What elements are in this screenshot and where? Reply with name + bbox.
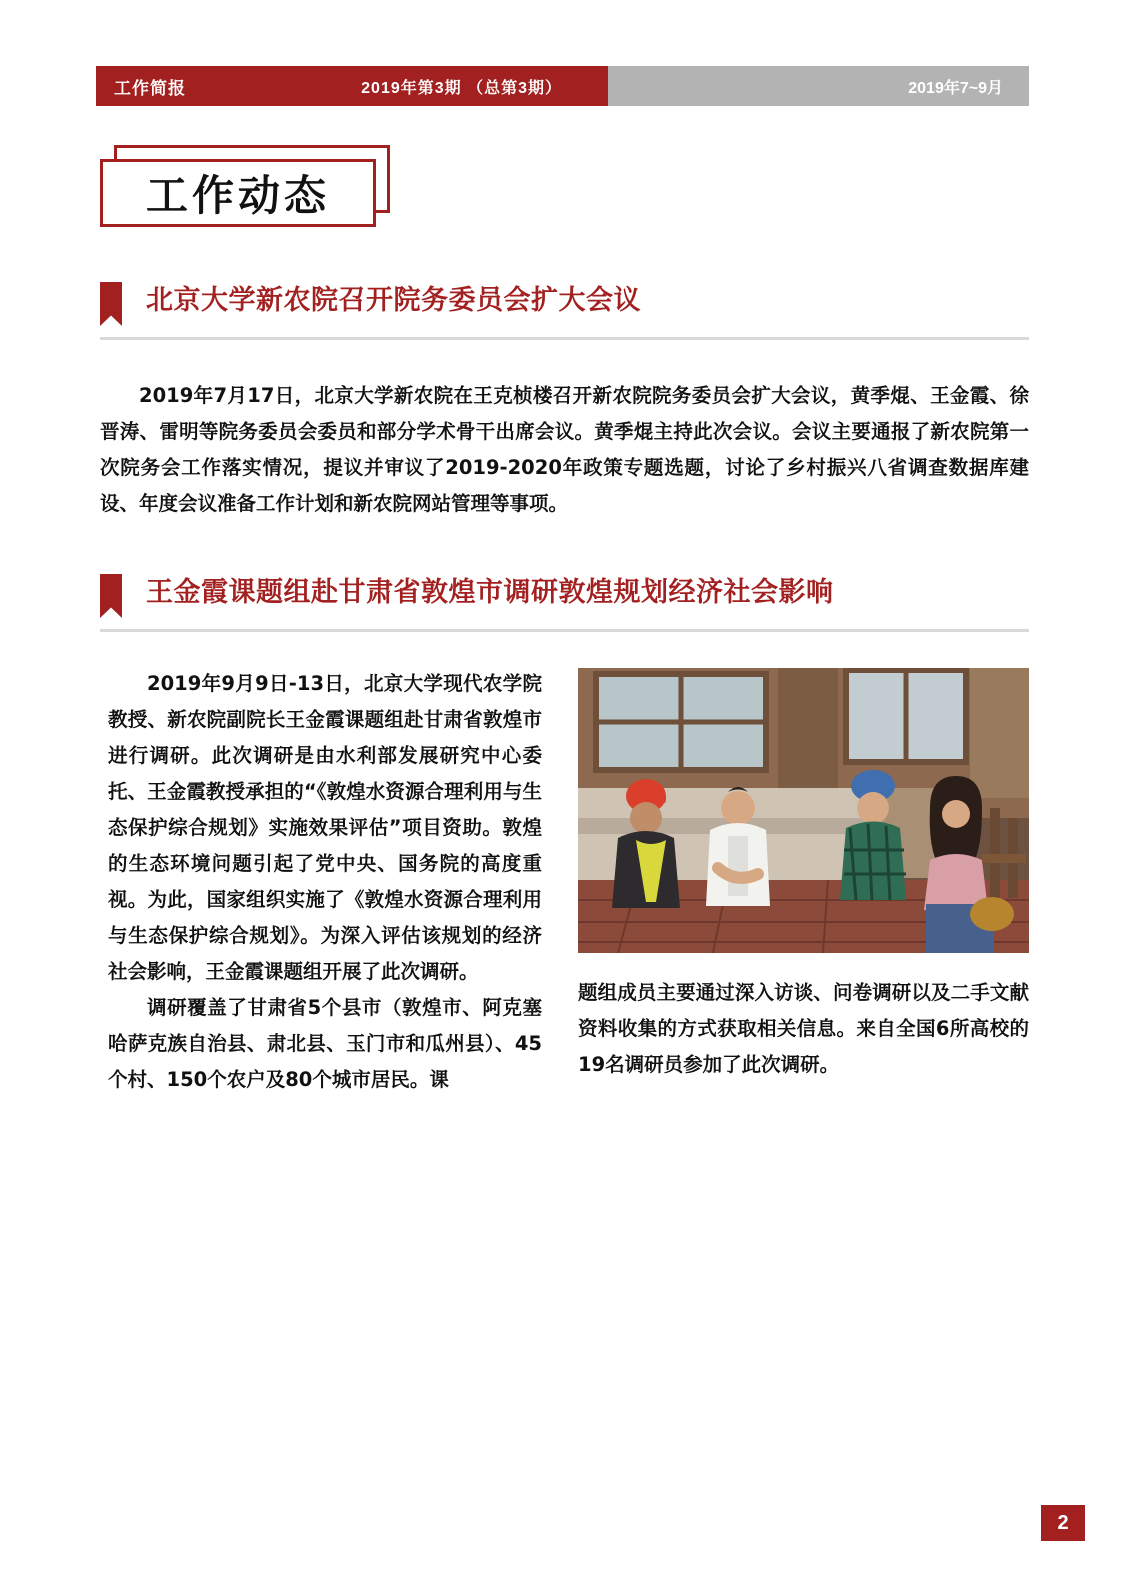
section-banner (100, 145, 390, 227)
bulletin-title: 工作简报 (114, 78, 186, 98)
article-2-title: 王金霞课题组赴甘肃省敦煌市调研敦煌规划经济社会影响 (146, 577, 834, 608)
header-left-band (96, 66, 608, 106)
article-heading-2 (100, 570, 1029, 632)
page-header (96, 66, 1029, 106)
article-2-paragraph-3: 题组成员主要通过深入访谈、问卷调研以及二手文献资料收集的方式获取相关信息。来自全国6所高校的19名调研员参加了此次调研。 (578, 981, 1029, 1076)
bookmark-flag-icon (100, 574, 122, 618)
article-2-paragraph-2: 调研覆盖了甘肃省5个县市（敦煌市、阿克塞哈萨克族自治县、肃北县、玉门市和瓜州县）、45个村、150个农户及80个城市居民。课 (108, 996, 542, 1091)
bookmark-flag-icon (100, 282, 122, 326)
bulletin-period: 2019年7~9月 (908, 79, 1003, 97)
bulletin-issue: 2019年第3期 （总第3期） (361, 79, 562, 97)
article-heading-1 (100, 278, 1029, 340)
article-2-right-column (578, 975, 1029, 1083)
article-2-left-column (108, 666, 542, 1098)
heading-divider (100, 337, 1029, 340)
article-1-paragraph-1: 2019年7月17日，北京大学新农院在王克桢楼召开新农院院务委员会扩大会议，黄季焜、王金霞、徐晋涛、雷明等院务委员会委员和部分学术骨干出席会议。黄季焜主持此次会议。会议主要通报了新农院第一次院务会工作落实情况，提议并审议了2019-2020年政策专题选题，讨论了乡村振兴八省调查数据库建设、年度会议准备工作计划和新农院网站管理等事项。 (100, 384, 1029, 515)
fieldwork-photo (578, 668, 1029, 953)
banner-box (100, 159, 376, 227)
page-number-badge: 2 (1041, 1505, 1085, 1541)
header-right-band (608, 66, 1029, 106)
heading-divider (100, 629, 1029, 632)
article-1-title: 北京大学新农院召开院务委员会扩大会议 (146, 285, 641, 316)
section-title: 工作动态 (145, 171, 330, 220)
article-2-paragraph-1: 2019年9月9日-13日，北京大学现代农学院教授、新农院副院长王金霞课题组赴甘肃省敦煌市进行调研。此次调研是由水利部发展研究中心委托、王金霞教授承担的“《敦煌水资源合理利用与生态保护综合规划》实施效果评估”项目资助。敦煌的生态环境问题引起了党中央、国务院的高度重视。为此，国家组织实施了《敦煌水资源合理利用与生态保护综合规划》。为深入评估该规划的经济社会影响，王金霞课题组开展了此次调研。 (108, 672, 542, 983)
